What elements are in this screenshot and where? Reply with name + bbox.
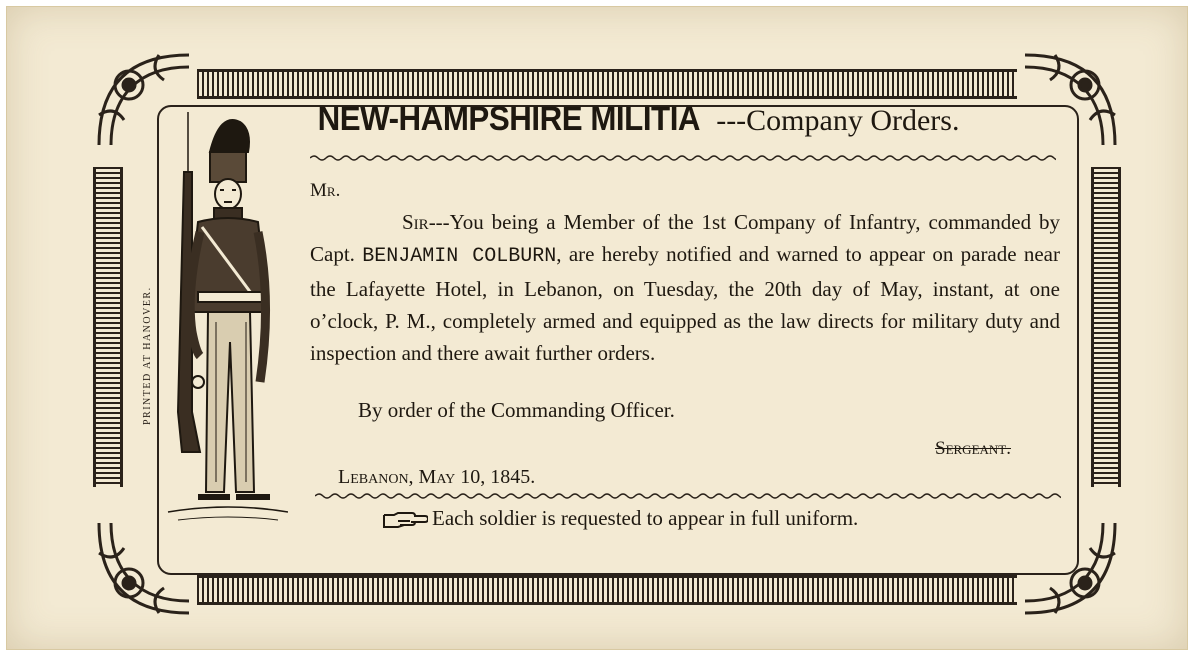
ornamental-border-left [93,167,123,487]
wavy-rule [310,154,1056,162]
printer-credit: PRINTED AT HANOVER. [142,286,153,425]
salutation: Mr. [310,180,341,201]
body-part-2: , are hereby notified and warned to appear on parade near the Lafayette Hotel, in Lebanon, on Tuesday, the 20th day of May, instant, at one o’clock, P. M., completely armed and equipped as the law directs for military duty and inspection and there await further orders. [310,242,1060,365]
body-part-1: ---You being a Member of the 1st Company of Infantry, commanded by Capt. [310,210,1060,266]
dateline: Lebanon, May 10, 1845. [338,466,536,488]
order-body [310,206,1060,369]
captain-name: BENJAMIN COLBURN [362,245,557,268]
signature-title: Sergeant. [935,438,1011,459]
pointing-hand-icon [382,509,428,531]
uniform-note [382,506,858,531]
sir-word: Sir [402,210,429,234]
wavy-rule [315,492,1061,500]
ornamental-border-top [197,69,1017,99]
soldier-illustration-icon [158,112,288,542]
ornamental-border-right [1091,167,1121,487]
document-title [190,100,1070,139]
title-main: NEW-HAMPSHIRE MILITIA [317,100,700,138]
note-text: Each soldier is requested to appear in full uniform. [432,506,859,530]
order-line: By order of the Commanding Officer. [358,398,675,422]
title-sub: ---Company Orders. [716,104,960,137]
ornamental-border-bottom [197,575,1017,605]
